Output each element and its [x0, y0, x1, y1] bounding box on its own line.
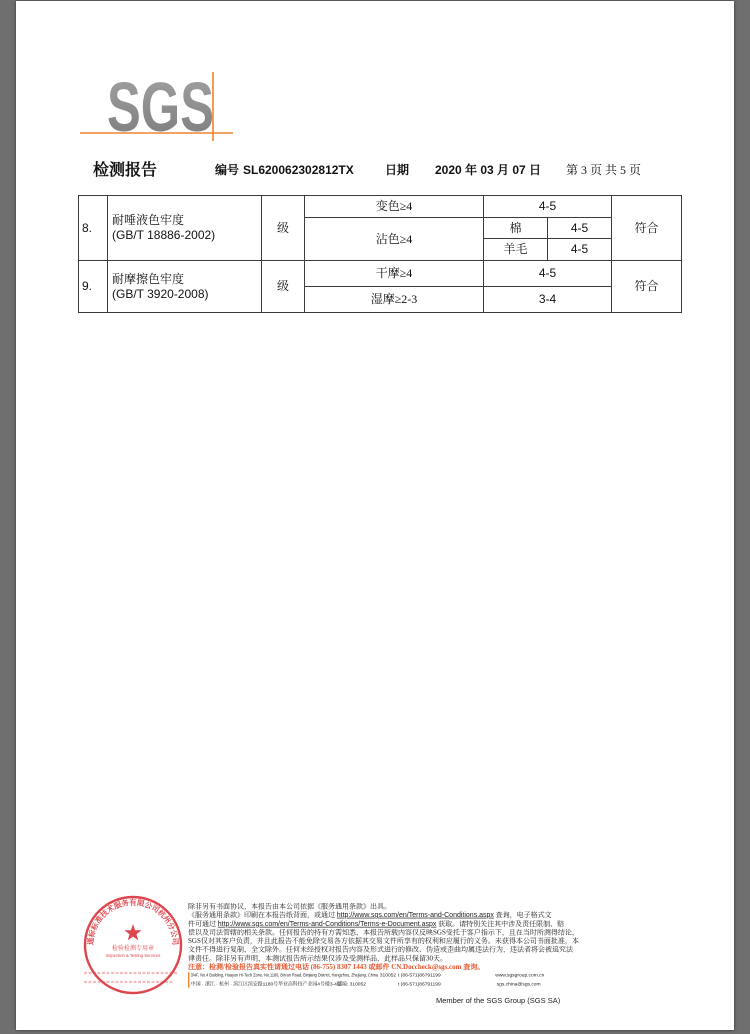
terms-line [188, 903, 580, 912]
report-number: SL620062302812TX [243, 163, 354, 177]
company-seal [78, 893, 188, 1003]
test-condition: 湿摩≥2-3 [305, 287, 484, 313]
terms-line [188, 929, 580, 938]
test-item [108, 261, 262, 313]
test-result: 4-5 [484, 196, 612, 218]
terms-text: 除非另有书面协议，本报告由本公司依据《服务通用条款》出具。 [188, 903, 391, 911]
fabric-type: 羊毛 [484, 239, 548, 261]
fabric-type: 棉 [484, 218, 548, 239]
verification-notice: 注意：检测/检验报告真实性请通过电话 (86-755) 8307 1443 或邮件 CN.Doccheck@sgs.com 查询。 [188, 963, 485, 971]
item-number: 8. [79, 196, 108, 261]
test-result: 4-5 [548, 218, 612, 239]
page-indicator: 第 3 页 共 5 页 [566, 163, 642, 177]
sgs-group-member: Member of the SGS Group (SGS SA) [436, 996, 561, 1005]
terms-text: 《服务通用条款》印刷在本报告纸背面，或通过 [188, 911, 337, 920]
table-row [79, 196, 682, 218]
report-date: 2020 年 03 月 07 日 [435, 163, 542, 177]
terms-text: 偿以及司法管辖的相关条款。任何报告的持有方需知悉，本报告所载内容仅反映SGS受托于客户指示下，且在当时所测得结论， [188, 928, 579, 937]
test-standard: (GB/T 3920-2008) [112, 286, 209, 301]
report-page [16, 1, 734, 1030]
conclusion: 符合 [612, 261, 682, 313]
terms-line [188, 920, 580, 929]
terms-line [188, 937, 580, 946]
seal-center-text: 检验检测专用章 [111, 945, 155, 952]
results-table [78, 195, 682, 313]
seal-center-english: Inspection & Testing Services [105, 953, 161, 958]
terms-line [188, 912, 580, 921]
test-item-name: 耐唾液色牢度 [112, 213, 185, 227]
address-text: 3/4F, No.4 Building, Huayun Hi-Tech Zone, No.1180, Bin'an Road, Binjiang District, Hangzhou, Zhejiang, China [190, 973, 378, 979]
terms-text: 查询，电子格式文 [493, 911, 552, 920]
terms-text: 律责任。除非另有声明，本测试报告所示结果仅涉及受测样品，此样品只保留30天。 [188, 954, 447, 963]
website: www.sgsgroup.com.cn [495, 973, 545, 979]
table-row [79, 261, 682, 287]
terms-text: SGS仅对其客户负责，并且此报告不能免除交易各方依据其交易文件所享有的权利和应履行的义务。未获得本公司书面批准，本 [188, 937, 579, 946]
sgs-logo [76, 66, 238, 146]
terms-text: 获取。请特别关注其中涉及责任限制、赔 [436, 920, 565, 928]
sgs-logo-text: SGS [107, 68, 214, 146]
report-number-label: 编号 [215, 163, 240, 177]
address-chinese [188, 980, 580, 989]
terms-line [188, 946, 580, 955]
test-condition: 变色≥4 [305, 196, 484, 218]
terms-text: 文件不得进行复制，全文除外。任何未经授权对报告内容及形式进行的修改、伪造或歪曲均属违法行为，违法者将会被追究法 [188, 946, 573, 954]
report-title: 检测报告 [93, 160, 158, 179]
report-date-label: 日期 [385, 163, 410, 177]
phone: t (86-571)86791199 [398, 981, 441, 987]
address-english [188, 972, 580, 981]
email: sgs.china@sgs.com [496, 981, 541, 987]
conclusion: 符合 [612, 196, 682, 261]
test-item-name: 耐摩擦色牢度 [112, 271, 185, 286]
seal-ring-text: 通标标准技术服务有限公司杭州分公司 [85, 898, 181, 946]
phone: t (86-571)86791199 [398, 973, 441, 979]
postcode: 310052 [379, 973, 397, 979]
test-condition: 干摩≥4 [305, 261, 484, 287]
item-number: 9. [79, 261, 108, 313]
terms-text: 件可通过 [188, 920, 218, 928]
terms-e-document-link[interactable]: http://www.sgs.com/en/Terms-and-Conditions/Terms-e-Document.aspx [217, 920, 437, 928]
test-result: 4-5 [548, 239, 612, 261]
test-result: 3-4 [484, 287, 612, 313]
address-text: 中国 · 浙江 · 杭州 · 滨江区滨安路1180号华业高科技产业园4号楼3-4层 [190, 981, 342, 987]
unit: 级 [262, 196, 305, 261]
terms-conditions-link[interactable]: http://www.sgs.com/en/Terms-and-Conditions.aspx [336, 911, 494, 920]
terms-line [188, 955, 580, 964]
unit: 级 [262, 261, 305, 313]
test-result: 4-5 [484, 261, 612, 287]
terms-notice [188, 903, 580, 989]
test-condition: 沾色≥4 [305, 218, 484, 261]
test-item [108, 196, 262, 261]
postcode: 邮编: 310052 [337, 981, 366, 987]
star-icon [124, 924, 141, 940]
test-standard: (GB/T 18886-2002) [112, 228, 216, 242]
